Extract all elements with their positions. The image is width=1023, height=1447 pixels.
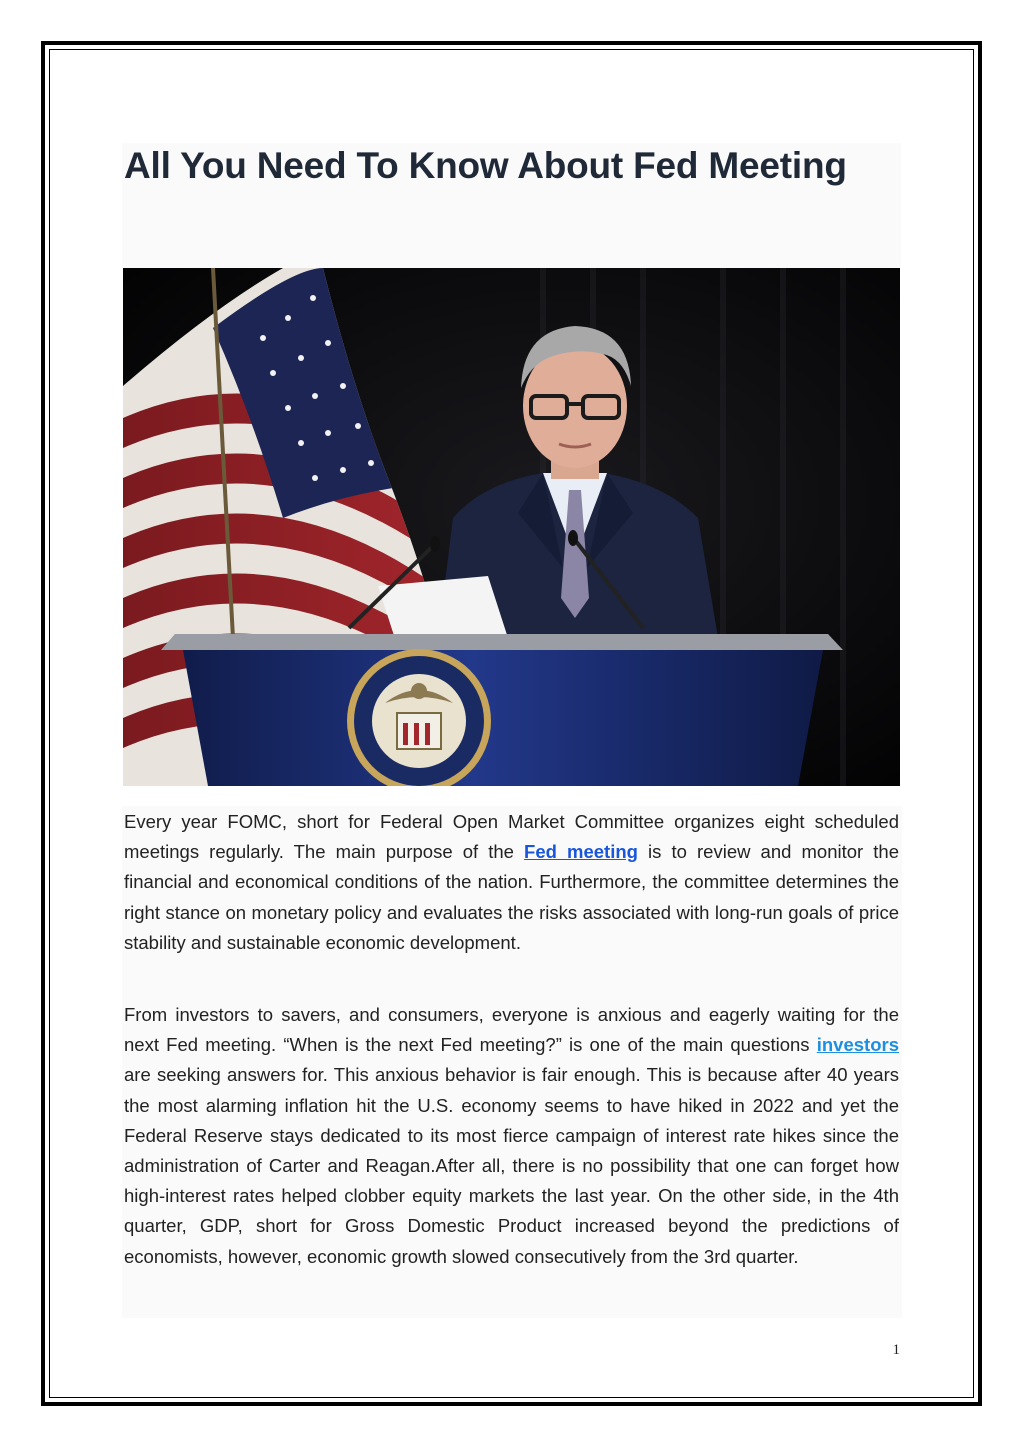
paragraph-investors-text-end: are seeking answers for. This anxious behavior is fair enough. This is because after 40 years the most alarming inflation hit the U.S. economy seems to have hiked in 2022 and yet the Federal Reserve stays dedicated to its most fierce campaign of interest rate hikes since the administration of Carter and Reagan.After all, there is no possibility that one can forget how high-interest rates helped clobber equity markets the last year. On the other side, in the 4th quarter, GDP, short for Gross Domestic Product increased beyond the predictions of economists, however, economic growth slowed consecutively from the 3rd quarter. bbox=[124, 1064, 899, 1267]
investors-link[interactable]: investors bbox=[816, 1034, 899, 1056]
page-title: All You Need To Know About Fed Meeting bbox=[124, 145, 847, 186]
paragraph-intro bbox=[124, 807, 899, 958]
paragraph-intro-text-end: is to review and monitor the financial and economical conditions of the nation. Furthermore, the committee determines the right stance on monetary policy and evaluates the risks associated with long-run goals of price stability and sustainable economic development. bbox=[124, 841, 899, 953]
article-photo bbox=[123, 268, 900, 786]
paragraph-investors-text-start: From investors to savers, and consumers, everyone is anxious and eagerly waiting for the next Fed meeting. “When is the next Fed meeting?” is one of the main questions bbox=[124, 1004, 899, 1056]
paragraph-intro-text-start: Every year FOMC, short for Federal Open Market Committee organizes eight scheduled meetings regularly. The main purpose of the bbox=[124, 811, 899, 863]
fed-meeting-link[interactable]: Fed meeting bbox=[524, 841, 638, 863]
speaker-at-podium-illustration bbox=[123, 268, 900, 786]
paragraph-investors bbox=[124, 1000, 899, 1272]
article-body bbox=[122, 806, 902, 1318]
page-number: 1 bbox=[892, 1342, 900, 1358]
title-section bbox=[122, 143, 901, 268]
